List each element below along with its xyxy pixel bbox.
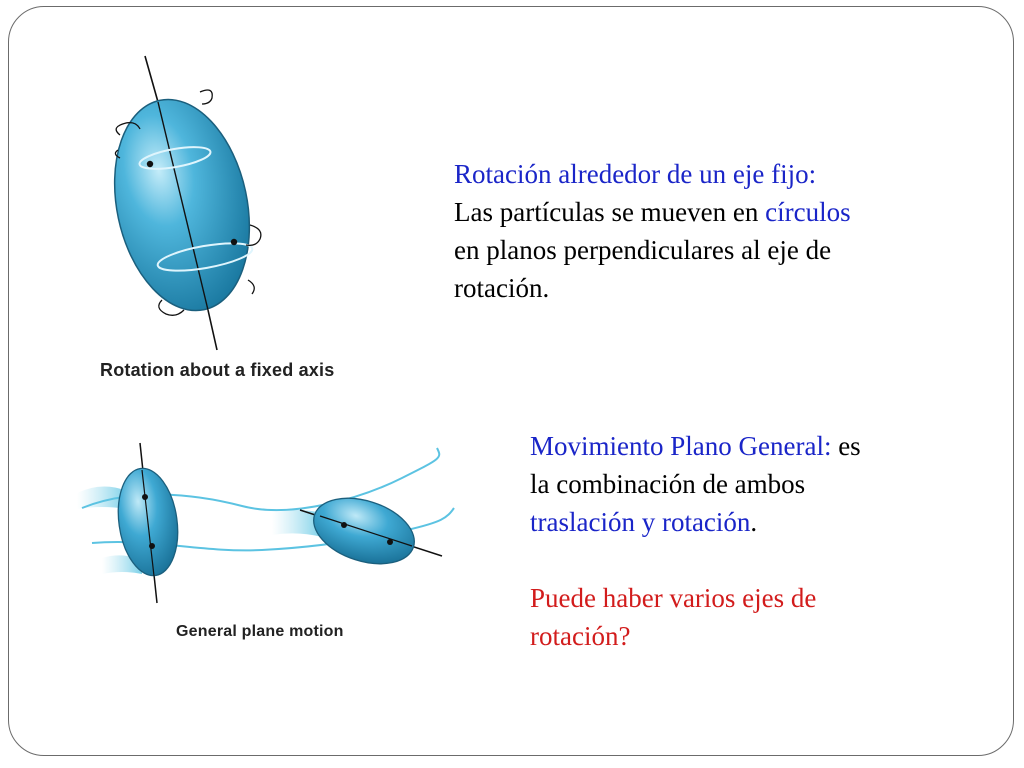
right-body-particle-right (387, 539, 393, 545)
general-plane-motion-figure (72, 438, 462, 608)
circles-keyword: círculos (765, 197, 851, 227)
general-motion-line-3 (530, 503, 980, 541)
fixed-axis-caption: Rotation about a fixed axis (100, 360, 335, 380)
general-motion-line-2: la combinación de ambos (530, 469, 806, 499)
fixed-axis-rotation-svg (100, 50, 290, 360)
rotation-axis-top (145, 56, 158, 102)
fixed-axis-line-2 (454, 193, 974, 231)
right-rigid-body (305, 486, 422, 575)
rigid-body-ellipsoid (100, 87, 268, 323)
left-body-particle-top (142, 494, 148, 500)
fixed-axis-heading: Rotación alrededor de un eje fijo: (454, 159, 817, 189)
general-motion-line-1 (530, 427, 980, 465)
fixed-axis-line-3: en planos perpendiculares al eje de (454, 235, 832, 265)
fixed-axis-description (454, 155, 974, 307)
general-motion-line-3-period: . (750, 507, 758, 537)
question-line-2: rotación? (530, 621, 631, 651)
general-motion-line-1-tail: es (831, 431, 861, 461)
rotation-axis-bottom (208, 310, 217, 350)
right-body-particle-left (341, 522, 347, 528)
left-body-particle-bottom (149, 543, 155, 549)
general-motion-heading: Movimiento Plano General: (530, 431, 832, 461)
general-plane-motion-svg (72, 438, 462, 608)
question-line-1: Puede haber varios ejes de (530, 583, 817, 613)
general-plane-caption: General plane motion (176, 623, 344, 640)
translation-rotation-keyword: traslación y rotación (530, 507, 751, 537)
fixed-axis-line-4: rotación. (454, 273, 550, 303)
particle-upper (147, 161, 153, 167)
spacer-line (530, 541, 980, 579)
fixed-axis-line-2-text: Las partículas se mueven en (454, 197, 766, 227)
fixed-axis-rotation-figure (100, 50, 290, 360)
general-motion-description (530, 427, 980, 655)
rotation-arrow-top-right (200, 90, 212, 104)
rotation-arrow-bottom-right (248, 280, 254, 294)
particle-lower (231, 239, 237, 245)
